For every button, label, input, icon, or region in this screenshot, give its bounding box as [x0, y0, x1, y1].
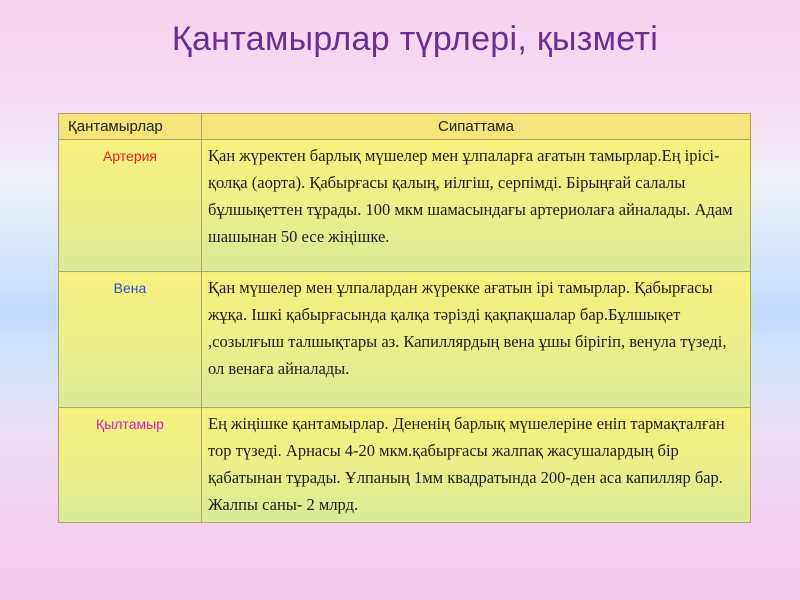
row-description-cell [202, 272, 751, 408]
header-description: Сипаттама [202, 114, 751, 140]
vessel-description-artery: Қан жүректен барлық мүшелер мен ұлпаларға ағатын тамырлар.Ең ірісі-қолқа (аорта). Қабырғасы қалың, иілгіш, серпімді. Бірыңғай салалы бұлшықеттен тұрады. 100 мкм шамасындағы артериолаға айналады. Адам шашынан 50 есе жіңішке. [208, 146, 733, 246]
row-name-cell [59, 408, 202, 523]
header-vessels: Қантамырлар [59, 114, 202, 140]
table-row [59, 408, 751, 523]
table-row [59, 272, 751, 408]
vessel-name-vein: Вена [113, 280, 147, 296]
vessel-name-artery: Артерия [102, 148, 158, 164]
table-header-row [59, 114, 751, 140]
vessel-name-capillary: Қылтамыр [96, 416, 164, 432]
vessel-description-capillary: Ең жіңішке қантамырлар. Дененің барлық мүшелеріне еніп тармақталған тор түзеді. Арнасы 4-20 мкм.қабырғасы жалпақ жасушалардың бір қабатынан тұрады. Ұлпаның 1мм квадратында 200-ден аса капилляр бар. Жалпы саны- 2 млрд. [208, 414, 725, 514]
row-description-cell [202, 140, 751, 272]
row-name-cell [59, 140, 202, 272]
slide-title: Қантамырлар түрлері, қызметі [171, 20, 659, 58]
vessel-types-table [58, 113, 751, 523]
table-row [59, 140, 751, 272]
row-name-cell [59, 272, 202, 408]
vessel-description-vein: Қан мүшелер мен ұлпалардан жүрекке ағатын ірі тамырлар. Қабырғасы жұқа. Ішкі қабырғасында қалқа тәрізді қақпақшалар бар.Бұлшықет ,созылғыш талшықтары аз. Капиллярдың вена ұшы бірігіп, венула түзеді, ол венаға айналады. [208, 278, 727, 378]
row-description-cell [202, 408, 751, 523]
